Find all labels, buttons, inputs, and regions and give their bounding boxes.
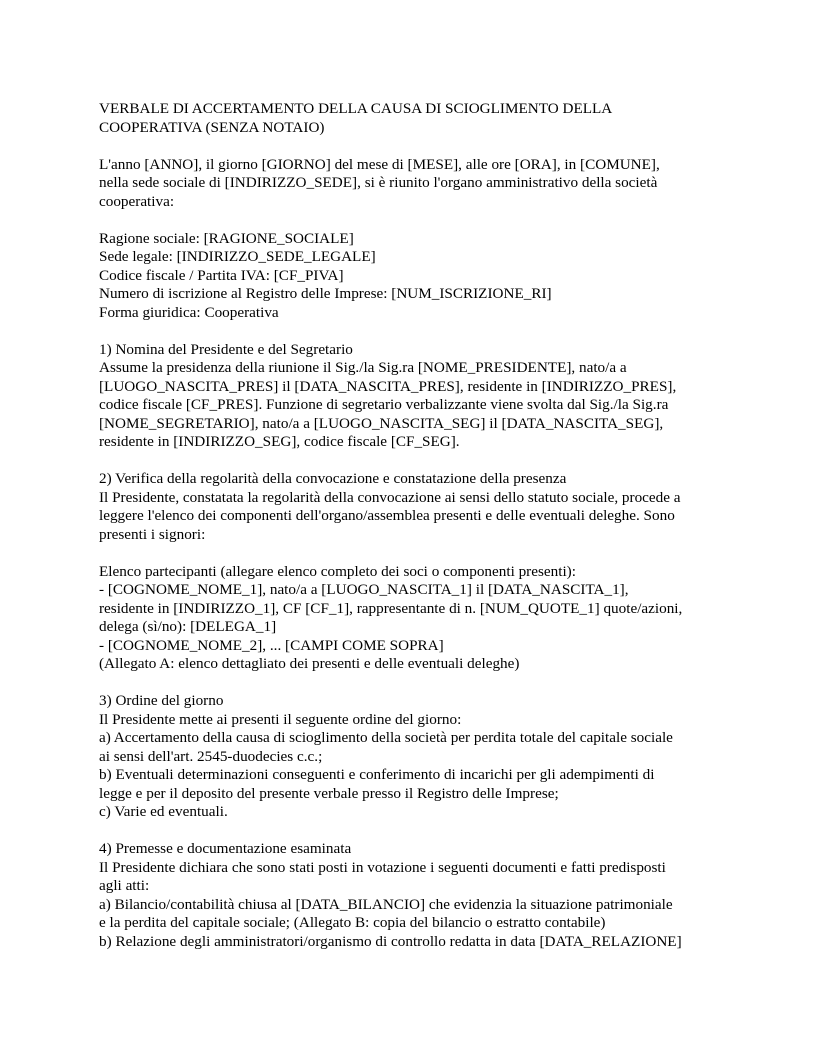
text-line: [NOME_SEGRETARIO], nato/a a [LUOGO_NASCITA_SEG] il [DATA_NASCITA_SEG], (99, 414, 664, 432)
text-line: ai sensi dell'art. 2545-duodecies c.c.; (99, 747, 323, 765)
text-line: [LUOGO_NASCITA_PRES] il [DATA_NASCITA_PRES], residente in [INDIRIZZO_PRES], (99, 377, 677, 395)
text-line: Forma giuridica: Cooperativa (99, 303, 279, 321)
section-4 (99, 840, 729, 951)
text-line: leggere l'elenco dei componenti dell'organo/assemblea presenti e delle eventuali deleghe. Sono (99, 507, 675, 524)
participants-list (99, 563, 729, 674)
text-line: L'anno [ANNO], il giorno [GIORNO] del mese di [MESE], alle ore [ORA], in [COMUNE], (99, 155, 660, 173)
section-heading: 3) Ordine del giorno (99, 692, 224, 709)
text-line: Elenco partecipanti (allegare elenco completo dei soci o componenti presenti): (99, 562, 576, 580)
text-line: Il Presidente mette ai presenti il seguente ordine del giorno: (99, 710, 462, 728)
text-line: delega (sì/no): [DELEGA_1] (99, 618, 277, 635)
text-line: presenti i signori: (99, 525, 206, 543)
text-line: c) Varie ed eventuali. (99, 803, 228, 820)
text-line: Il Presidente dichiara che sono stati posti in votazione i seguenti documenti e fatti predisposti (99, 858, 666, 876)
text-line: agli atti: (99, 877, 150, 894)
text-line: Il Presidente, constatata la regolarità della convocazione ai sensi dello statuto sociale, procede a (99, 488, 681, 506)
text-line: legge e per il deposito del presente verbale presso il Registro delle Imprese; (99, 784, 559, 802)
document-body (99, 100, 729, 970)
text-line: cooperativa: (99, 192, 175, 210)
text-line: Sede legale: [INDIRIZZO_SEDE_LEGALE] (99, 248, 376, 265)
text-line: residente in [INDIRIZZO_1], CF [CF_1], rappresentante di n. [NUM_QUOTE_1] quote/azioni, (99, 599, 683, 617)
text-line: e la perdita del capitale sociale; (Allegato B: copia del bilancio o estratto contabile) (99, 914, 606, 931)
document-title (99, 100, 729, 137)
text-line: Assume la presidenza della riunione il Sig./la Sig.ra [NOME_PRESIDENTE], nato/a a (99, 359, 627, 376)
section-1 (99, 341, 729, 452)
text-line: residente in [INDIRIZZO_SEG], codice fiscale [CF_SEG]. (99, 433, 460, 450)
text-line: b) Eventuali determinazioni conseguenti e conferimento di incarichi per gli adempimenti di (99, 766, 655, 783)
intro-paragraph (99, 156, 729, 212)
text-line: - [COGNOME_NOME_1], nato/a a [LUOGO_NASCITA_1] il [DATA_NASCITA_1], (99, 581, 629, 598)
text-line: codice fiscale [CF_PRES]. Funzione di segretario verbalizzante viene svolta dal Sig./la Sig.ra (99, 396, 669, 413)
title-line: VERBALE DI ACCERTAMENTO DELLA CAUSA DI SCIOGLIMENTO DELLA (99, 100, 613, 117)
section-heading: 1) Nomina del Presidente e del Segretario (99, 340, 353, 358)
section-3 (99, 692, 729, 822)
text-line: - [COGNOME_NOME_2], ... [CAMPI COME SOPRA] (99, 636, 444, 654)
text-line: nella sede sociale di [INDIRIZZO_SEDE], si è riunito l'organo amministrativo della società (99, 174, 658, 191)
text-line: Ragione sociale: [RAGIONE_SOCIALE] (99, 229, 354, 247)
title-line: COOPERATIVA (SENZA NOTAIO) (99, 118, 325, 136)
text-line: a) Accertamento della causa di scioglimento della società per perdita totale del capitale sociale (99, 729, 673, 746)
section-heading: 2) Verifica della regolarità della convocazione e constatazione della presenza (99, 470, 567, 487)
text-line: Codice fiscale / Partita IVA: [CF_PIVA] (99, 266, 344, 284)
text-line: (Allegato A: elenco dettagliato dei presenti e delle eventuali deleghe) (99, 655, 520, 672)
section-heading: 4) Premesse e documentazione esaminata (99, 840, 352, 857)
text-line: Numero di iscrizione al Registro delle Imprese: [NUM_ISCRIZIONE_RI] (99, 285, 552, 302)
company-details (99, 230, 729, 323)
text-line: a) Bilancio/contabilità chiusa al [DATA_BILANCIO] che evidenzia la situazione patrimoniale (99, 895, 673, 913)
section-2 (99, 470, 729, 544)
text-line: b) Relazione degli amministratori/organismo di controllo redatta in data [DATA_RELAZIONE] (99, 932, 682, 950)
